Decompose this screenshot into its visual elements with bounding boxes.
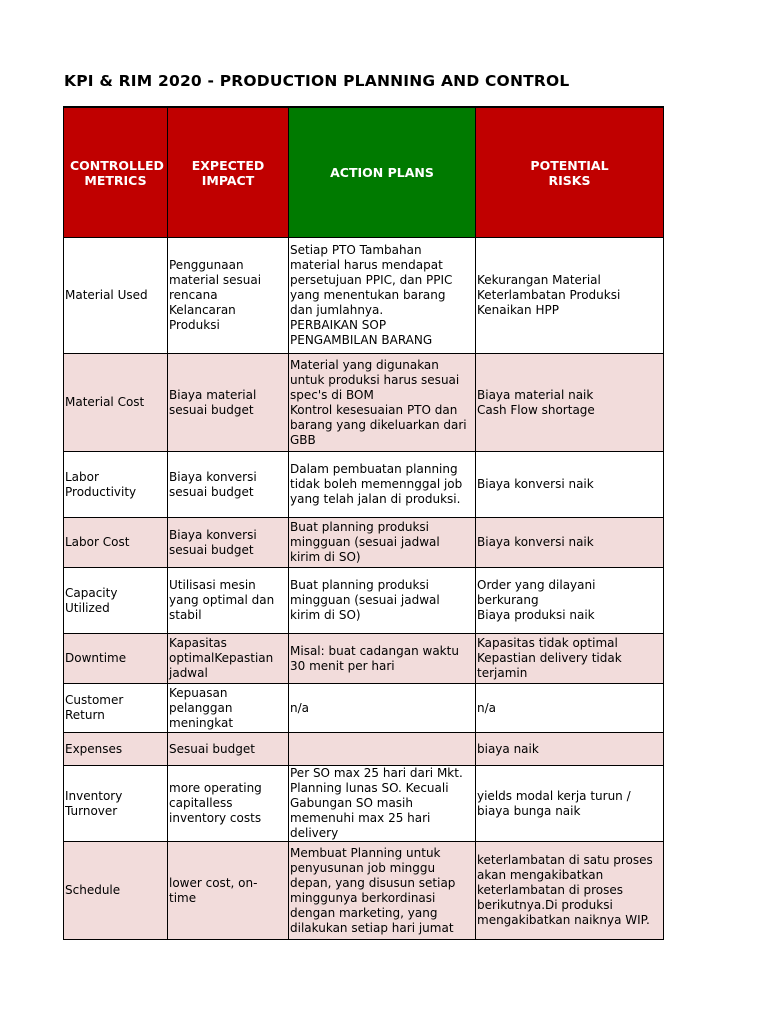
table-row: [64, 354, 664, 452]
risk-cell: Biaya material naik Cash Flow shortage: [476, 354, 664, 452]
action-cell: Material yang digunakan untuk produksi harus sesuai spec's di BOM Kontrol kesesuaian PTO dan barang yang dikeluarkan dari GBB: [289, 354, 476, 452]
table-row: [64, 733, 664, 766]
table-row: [64, 684, 664, 733]
metric-cell: Labor Productivity: [64, 452, 168, 518]
action-cell: [289, 733, 476, 766]
action-cell: Membuat Planning untuk penyusunan job minggu depan, yang disusun setiap minggunya berkordinasi dengan marketing, yang dilakukan setiap hari jumat: [289, 842, 476, 940]
risk-cell: Biaya konversi naik: [476, 452, 664, 518]
action-cell: Dalam pembuatan planning tidak boleh memennggal job yang telah jalan di produksi.: [289, 452, 476, 518]
impact-cell: Biaya konversi sesuai budget: [168, 518, 289, 568]
metric-cell: Customer Return: [64, 684, 168, 733]
table-row: [64, 568, 664, 634]
action-cell: n/a: [289, 684, 476, 733]
risk-cell: Biaya konversi naik: [476, 518, 664, 568]
risk-cell: n/a: [476, 684, 664, 733]
action-cell: Buat planning produksi mingguan (sesuai jadwal kirim di SO): [289, 568, 476, 634]
risk-cell: biaya naik: [476, 733, 664, 766]
action-cell: Setiap PTO Tambahan material harus mendapat persetujuan PPIC, dan PPIC yang menentukan barang dan jumlahnya. PERBAIKAN SOP PENGAMBILAN BARANG: [289, 238, 476, 354]
risk-cell: Order yang dilayani berkurang Biaya produksi naik: [476, 568, 664, 634]
risk-cell: yields modal kerja turun / biaya bunga naik: [476, 766, 664, 842]
impact-cell: Sesuai budget: [168, 733, 289, 766]
metric-cell: Labor Cost: [64, 518, 168, 568]
table-row: [64, 766, 664, 842]
metric-cell: Expenses: [64, 733, 168, 766]
header-potential-risks: POTENTIAL RISKS: [476, 107, 664, 238]
action-cell: Buat planning produksi mingguan (sesuai jadwal kirim di SO): [289, 518, 476, 568]
metric-cell: Downtime: [64, 634, 168, 684]
header-expected-impact: EXPECTED IMPACT: [168, 107, 289, 238]
impact-cell: lower cost, on- time: [168, 842, 289, 940]
table-row: [64, 842, 664, 940]
metric-cell: Inventory Turnover: [64, 766, 168, 842]
impact-cell: Kapasitas optimalKepastian jadwal: [168, 634, 289, 684]
risk-cell: Kekurangan Material Keterlambatan Produksi Kenaikan HPP: [476, 238, 664, 354]
metric-cell: Material Used: [64, 238, 168, 354]
table-row: [64, 238, 664, 354]
action-cell: Misal: buat cadangan waktu 30 menit per hari: [289, 634, 476, 684]
metric-cell: Material Cost: [64, 354, 168, 452]
impact-cell: Biaya konversi sesuai budget: [168, 452, 289, 518]
impact-cell: Kepuasan pelanggan meningkat: [168, 684, 289, 733]
risk-cell: Kapasitas tidak optimal Kepastian delivery tidak terjamin: [476, 634, 664, 684]
impact-cell: Penggunaan material sesuai rencana Kelancaran Produksi: [168, 238, 289, 354]
kpi-table: [63, 106, 664, 940]
page-title: KPI & RIM 2020 - PRODUCTION PLANNING AND CONTROL: [64, 72, 570, 90]
action-cell: Per SO max 25 hari dari Mkt. Planning lunas SO. Kecuali Gabungan SO masih memenuhi max 25 hari delivery: [289, 766, 476, 842]
impact-cell: Utilisasi mesin yang optimal dan stabil: [168, 568, 289, 634]
impact-cell: more operating capitalless inventory costs: [168, 766, 289, 842]
impact-cell: Biaya material sesuai budget: [168, 354, 289, 452]
header-controlled-metrics: CONTROLLED METRICS: [64, 107, 168, 238]
table-row: [64, 518, 664, 568]
metric-cell: Schedule: [64, 842, 168, 940]
metric-cell: Capacity Utilized: [64, 568, 168, 634]
header-action-plans: ACTION PLANS: [289, 107, 476, 238]
table-header-row: [64, 107, 664, 238]
table-row: [64, 634, 664, 684]
table-row: [64, 452, 664, 518]
risk-cell: keterlambatan di satu proses akan mengakibatkan keterlambatan di proses berikutnya.Di produksi mengakibatkan naiknya WIP.: [476, 842, 664, 940]
